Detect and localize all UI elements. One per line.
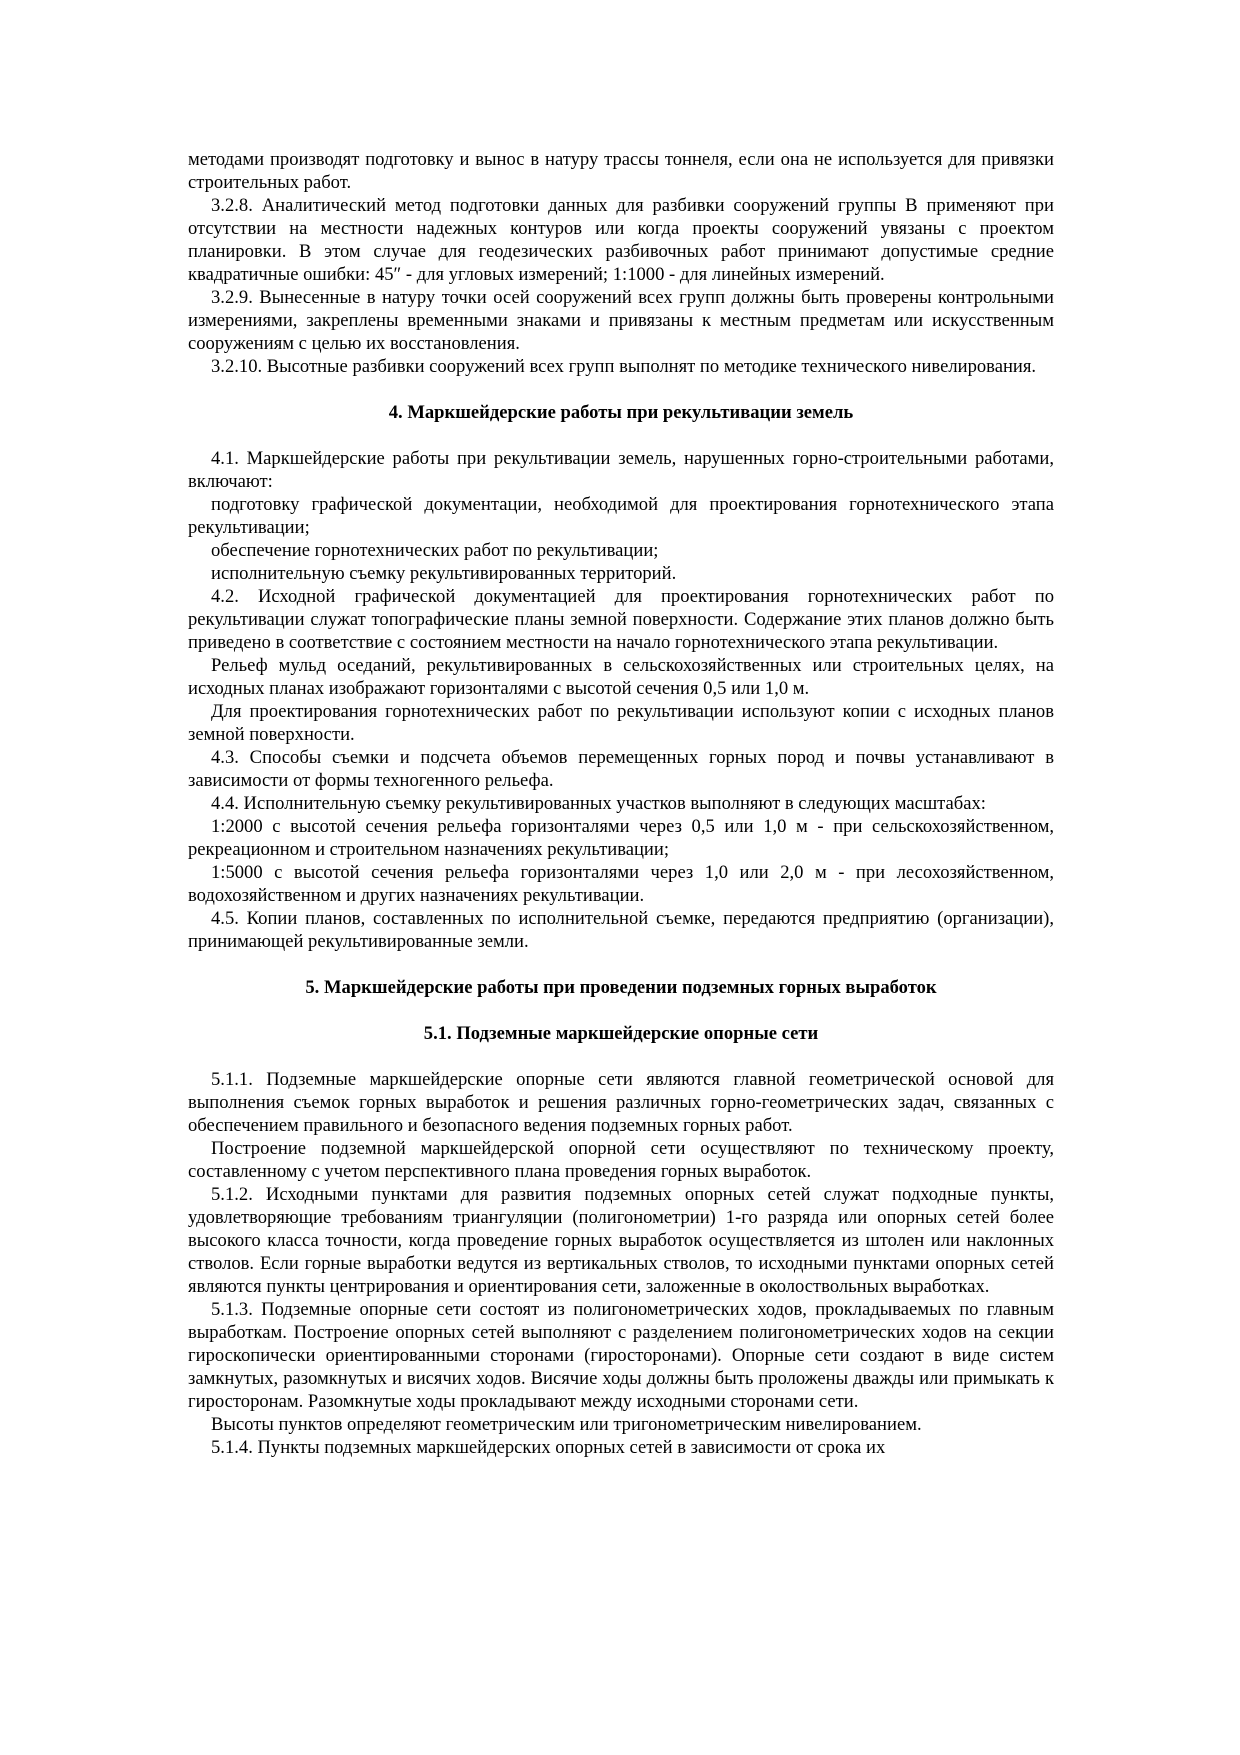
- paragraph-4-2: 4.2. Исходной графической документацией для проектирования горнотехнических работ по рекультивации служат топографические планы земной поверхности. Содержание этих планов должно быть приведено в соответствие с состоянием местности на начало горнотехнического этапа рекультивации.: [188, 586, 1054, 653]
- paragraph: Высоты пунктов определяют геометрическим или тригонометрическим нивелированием.: [211, 1414, 922, 1435]
- paragraph-3-2-9: 3.2.9. Вынесенные в натуру точки осей сооружений всех групп должны быть проверены контрольными измерениями, закреплены временными знаками и привязаны к местным предметам или искусственным сооружениям с целью их восстановления.: [188, 287, 1054, 354]
- list-item: подготовку графической документации, необходимой для проектирования горнотехнического этапа рекультивации;: [188, 494, 1054, 538]
- paragraph-3-2-8: 3.2.8. Аналитический метод подготовки данных для разбивки сооружений группы В применяют при отсутствии на местности надежных контуров или когда проекты сооружений увязаны с проектом планировки. В этом случае для геодезических разбивочных работ принимают допустимые средние квадратичные ошибки: 45″ - для угловых измерений; 1:1000 - для линейных измерений.: [188, 195, 1054, 285]
- section-heading-5: 5. Маркшейдерские работы при проведении подземных горных выработок: [305, 977, 937, 998]
- paragraph-4-3: 4.3. Способы съемки и подсчета объемов перемещенных горных пород и почвы устанавливают в зависимости от формы техногенного рельефа.: [188, 747, 1054, 791]
- paragraph-4-1: 4.1. Маркшейдерские работы при рекультивации земель, нарушенных горно-строительными работами, включают:: [188, 448, 1054, 492]
- paragraph-5-1-2: 5.1.2. Исходными пунктами для развития подземных опорных сетей служат подходные пункты, удовлетворяющие требованиям триангуляции (полигонометрии) 1-го разряда или опорных сетей более высокого класса точности, когда проведение горных выработок осуществляется из штолен или наклонных стволов. Если горные выработки ведутся из вертикальных стволов, то исходными пунктами опорных сетей являются пункты центрирования и ориентирования сети, заложенные в околоствольных выработках.: [188, 1184, 1054, 1297]
- section-heading-4: 4. Маркшейдерские работы при рекультивации земель: [388, 402, 854, 423]
- document-page: [188, 148, 1054, 1459]
- list-item: 1:2000 с высотой сечения рельефа горизонталями через 0,5 или 1,0 м - при сельскохозяйственном, рекреационном и строительном назначениях рекультивации;: [188, 816, 1054, 860]
- list-item: 1:5000 с высотой сечения рельефа горизонталями через 1,0 или 2,0 м - при лесохозяйственном, водохозяйственном и других назначениях рекультивации.: [188, 862, 1054, 906]
- paragraph-continuation: методами производят подготовку и вынос в натуру трассы тоннеля, если она не используется для привязки строительных работ.: [188, 149, 1054, 193]
- paragraph-5-1-4: 5.1.4. Пункты подземных маркшейдерских опорных сетей в зависимости от срока их: [211, 1437, 886, 1458]
- paragraph-3-2-10: 3.2.10. Высотные разбивки сооружений всех групп выполнят по методике технического нивелирования.: [211, 356, 1037, 377]
- paragraph-5-1-3: 5.1.3. Подземные опорные сети состоят из полигонометрических ходов, прокладываемых по главным выработкам. Построение опорных сетей выполняют с разделением полигонометрических ходов на секции гироскопически ориентированными сторонами (гиросторонами). Опорные сети создают в виде систем замкнутых, разомкнутых и висячих ходов. Висячие ходы должны быть проложены дважды или примыкать к гиросторонам. Разомкнутые ходы прокладывают между исходными сторонами сети.: [188, 1299, 1054, 1412]
- paragraph: Построение подземной маркшейдерской опорной сети осуществляют по техническому проекту, составленному с учетом перспективного плана проведения горных выработок.: [188, 1138, 1054, 1182]
- list-item: обеспечение горнотехнических работ по рекультивации;: [211, 540, 659, 561]
- subsection-heading-5-1: 5.1. Подземные маркшейдерские опорные сети: [423, 1023, 819, 1044]
- paragraph: Рельеф мульд оседаний, рекультивированных в сельскохозяйственных или строительных целях, на исходных планах изображают горизонталями с высотой сечения 0,5 или 1,0 м.: [188, 655, 1054, 699]
- paragraph: Для проектирования горнотехнических работ по рекультивации используют копии с исходных планов земной поверхности.: [188, 701, 1054, 745]
- paragraph-4-4: 4.4. Исполнительную съемку рекультивированных участков выполняют в следующих масштабах:: [211, 793, 986, 814]
- list-item: исполнительную съемку рекультивированных территорий.: [211, 563, 677, 584]
- paragraph-5-1-1: 5.1.1. Подземные маркшейдерские опорные сети являются главной геометрической основой для выполнения съемок горных выработок и решения различных горно-геометрических задач, связанных с обеспечением правильного и безопасного ведения подземных горных работ.: [188, 1069, 1054, 1136]
- paragraph-4-5: 4.5. Копии планов, составленных по исполнительной съемке, передаются предприятию (организации), принимающей рекультивированные земли.: [188, 908, 1054, 952]
